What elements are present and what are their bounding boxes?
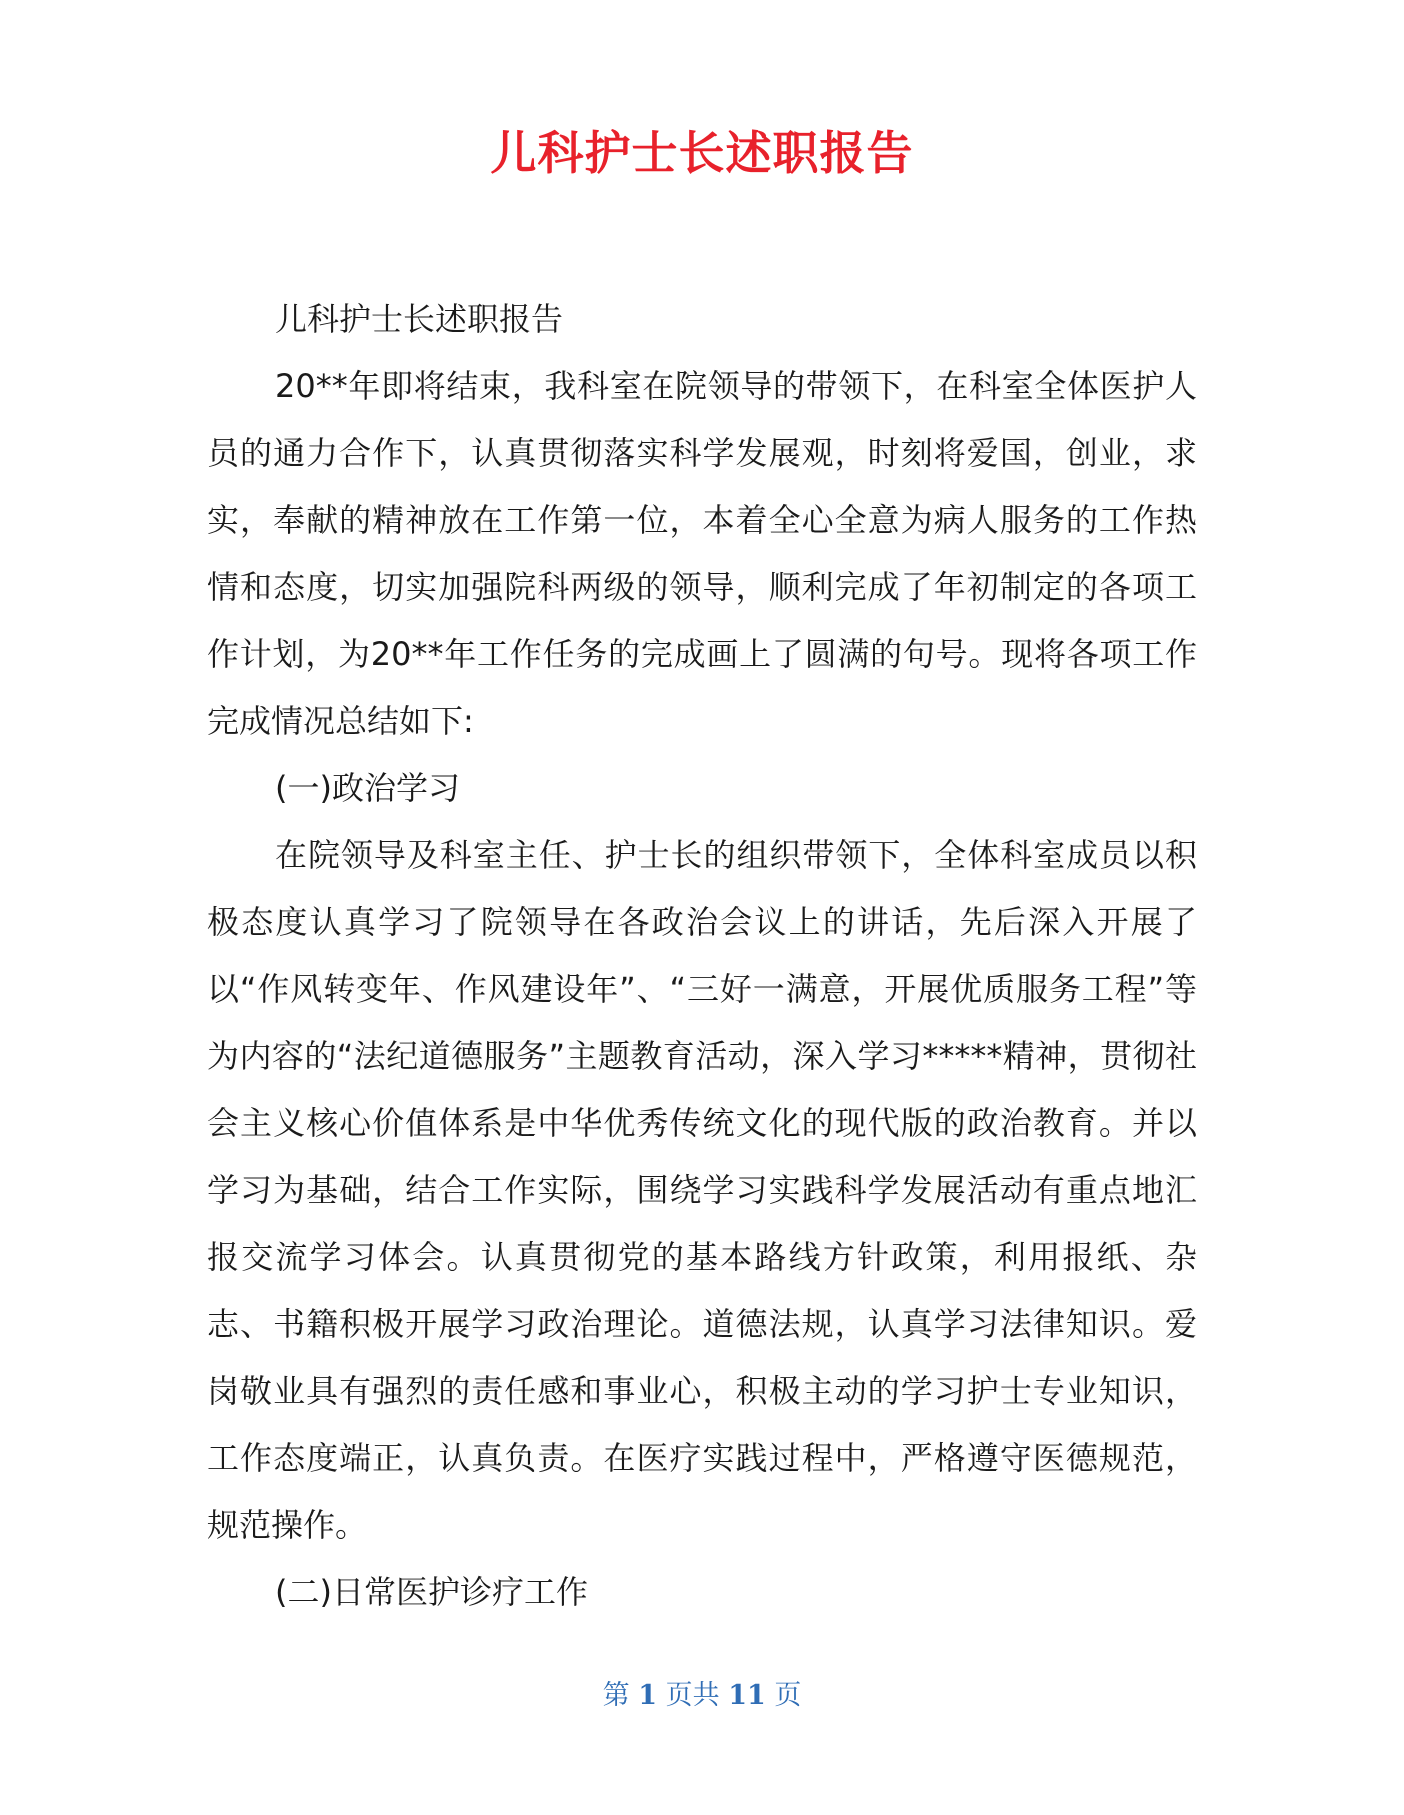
document-title: 儿科护士长述职报告 — [490, 126, 914, 180]
paragraph-subtitle: 儿科护士长述职报告 — [275, 300, 564, 338]
document-body — [207, 286, 1197, 1626]
total-pages-number: 11 — [728, 1680, 766, 1711]
paragraph-intro: 20**年即将结束，我科室在院领导的带领下，在科室全体医护人员的通力合作下，认真贯彻落实科学发展观，时刻将爱国，创业，求实，奉献的精神放在工作第一位，本着全心全意为病人服务的工作热情和态度，切实加强院科两级的领导，顺利完成了年初制定的各项工作计划，为20**年工作任务的完成画上了圆满的句号。现将各项工作完成情况总结如下: — [207, 367, 1197, 740]
footer-suffix: 页 — [774, 1680, 802, 1711]
section-heading-daily-work: (二)日常医护诊疗工作 — [275, 1573, 588, 1611]
footer-middle: 页共 — [665, 1680, 720, 1711]
section-heading-political-study: (一)政治学习 — [275, 769, 460, 807]
paragraph-political-study: 在院领导及科室主任、护士长的组织带领下，全体科室成员以积极态度认真学习了院领导在各政治会议上的讲话，先后深入开展了以“作风转变年、作风建设年”、“三好一满意，开展优质服务工程”等为内容的“法纪道德服务”主题教育活动，深入学习*****精神，贯彻社会主义核心价值体系是中华优秀传统文化的现代版的政治教育。并以学习为基础，结合工作实际，围绕学习实践科学发展活动有重点地汇报交流学习体会。认真贯彻党的基本路线方针政策，利用报纸、杂志、书籍积极开展学习政治理论。道德法规，认真学习法律知识。爱岗敬业具有强烈的责任感和事业心，积极主动的学习护士专业知识，工作态度端正，认真负责。在医疗实践过程中，严格遵守医德规范，规范操作。 — [207, 836, 1197, 1544]
current-page-number: 1 — [638, 1680, 658, 1711]
page-footer — [0, 1676, 1404, 1716]
footer-prefix: 第 — [602, 1680, 630, 1711]
